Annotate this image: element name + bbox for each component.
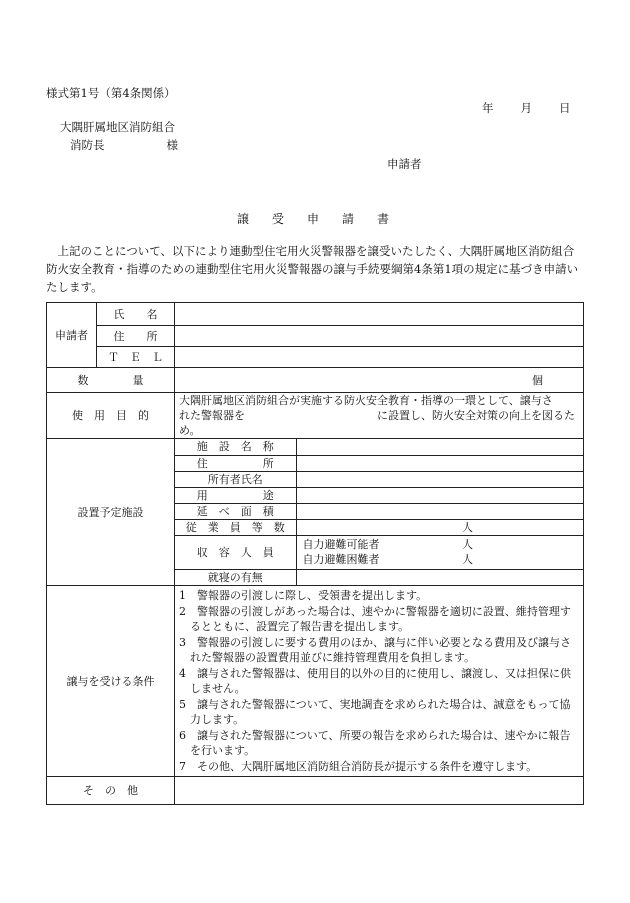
employees-field[interactable]	[296, 519, 583, 535]
address-label: 住 所	[97, 326, 175, 347]
condition-item: 5 譲与された警報器について、実地調査を求められた場合は、誠意をもって協力します。	[179, 697, 571, 726]
usage-field[interactable]	[296, 487, 583, 503]
sleeping-label: 就寝の有無	[175, 569, 296, 585]
employees-label: 従 業 員 等 数	[175, 519, 296, 535]
address-field[interactable]	[175, 326, 584, 347]
owner-name-field[interactable]	[296, 471, 583, 487]
floor-area-label: 延 べ 面 積	[175, 503, 296, 519]
facility-address-label: 住 所	[175, 455, 296, 471]
purpose-label: 使 用 目 的	[47, 393, 175, 439]
date-day: 日	[559, 101, 571, 115]
quantity-unit: 個	[532, 373, 543, 387]
floor-area-field[interactable]	[296, 503, 583, 519]
form-number: 様式第1号（第4条関係）	[46, 86, 176, 100]
capacity-label: 収 容 人 員	[175, 535, 296, 569]
facility-name-label: 施 設 名 称	[175, 439, 296, 455]
purpose-line-3: め。	[179, 424, 201, 437]
date-line	[482, 100, 571, 116]
facility-address-field[interactable]	[296, 455, 583, 471]
sleeping-field[interactable]	[296, 569, 583, 585]
date-month: 月	[520, 101, 532, 115]
tel-field[interactable]	[175, 347, 584, 368]
employees-unit: 人	[462, 520, 473, 534]
facility-label: 設置予定施設	[47, 439, 175, 586]
conditions-label: 譲与を受ける条件	[47, 586, 175, 777]
condition-item: 4 譲与された警報器は、使用目的以外の目的に使用し、譲渡し、又は担保に供しません。	[179, 666, 571, 695]
capacity-difficult-row	[297, 552, 584, 567]
capacity-self-label: 自力避難可能者	[302, 538, 380, 551]
capacity-self-unit: 人	[462, 538, 473, 551]
intro-paragraph	[46, 242, 584, 296]
name-label: 氏 名	[97, 303, 175, 326]
capacity-difficult-label: 自力避難困難者	[302, 553, 380, 566]
applicant-cell-label: 申請者	[47, 303, 97, 368]
purpose-line-2: れた警報器を に設置し、防火安全対策の向上を図るた	[179, 409, 575, 422]
capacity-cell	[296, 535, 583, 569]
date-year: 年	[482, 101, 494, 115]
condition-item: 1 警報器の引渡しに際し、受領書を提出します。	[179, 589, 428, 602]
addressee-org: 大隅肝属地区消防組合	[60, 120, 175, 134]
facility-detail-cell	[175, 439, 584, 586]
owner-name-label: 所有者氏名	[175, 471, 296, 487]
chief-label: 消防長	[70, 138, 105, 152]
other-field[interactable]	[175, 777, 584, 805]
purpose-line-1: 大隅肝属地区消防組合が実施する防火安全教育・指導の一環として、譲与さ	[179, 394, 553, 407]
other-label: そ の 他	[47, 777, 175, 805]
purpose-text	[175, 393, 584, 439]
name-field[interactable]	[175, 303, 584, 326]
facility-subtable	[175, 439, 583, 585]
intro-text: 上記のことについて、以下により連動型住宅用火災警報器を譲受いたしたく、大隅肝属地区消防組合防火安全教育・指導のための連動型住宅用火災警報器の譲与手続要綱第4条第1項の規定に基づき申請いたします。	[46, 244, 579, 294]
conditions-list	[175, 586, 584, 777]
tel-label: Ｔ Ｅ Ｌ	[97, 347, 175, 368]
addressee-chief	[70, 137, 178, 153]
sama-label: 様	[166, 138, 178, 152]
quantity-field[interactable]	[175, 368, 584, 393]
condition-item: 3 警報器の引渡しに要する費用のほか、譲与に伴い必要となる費用及び譲与された警報器の設置費用並びに維持管理費用を負担します。	[179, 635, 571, 664]
condition-item: 6 譲与された警報器について、所要の報告を求められた場合は、速やかに報告を行います。	[179, 728, 571, 757]
document-title: 譲受申請書	[237, 212, 413, 226]
facility-name-field[interactable]	[296, 439, 583, 455]
applicant-label: 申請者	[387, 157, 422, 171]
capacity-self-row	[297, 537, 584, 552]
condition-item: 7 その他、大隅肝属地区消防組合消防長が提示する条件を遵守します。	[179, 759, 538, 773]
usage-label: 用 途	[175, 487, 296, 503]
condition-item: 2 警報器の引渡しがあった場合は、速やかに警報器を適切に設置、維持管理するとともに、設置完了報告書を提出します。	[179, 604, 571, 633]
quantity-label: 数 量	[47, 368, 175, 393]
capacity-difficult-unit: 人	[462, 553, 473, 566]
application-table	[46, 302, 584, 805]
